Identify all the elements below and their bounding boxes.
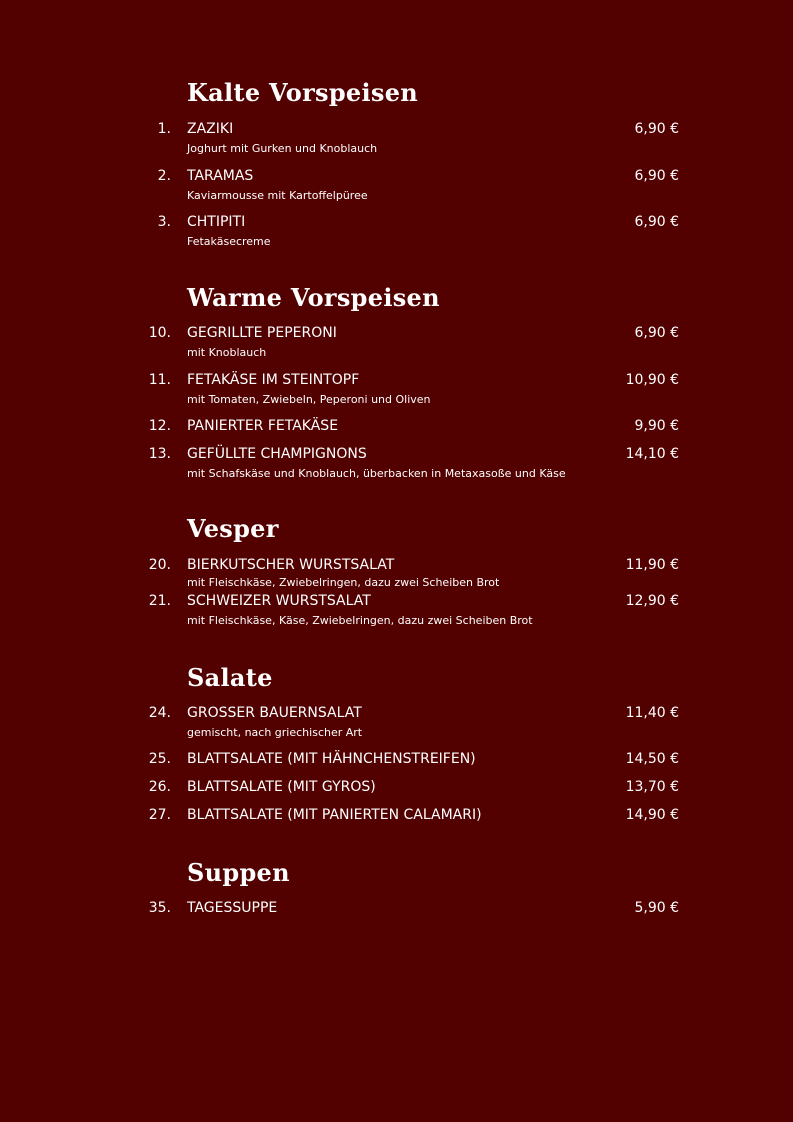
section-title: Warme Vorspeisen (187, 283, 440, 312)
menu-item (0, 806, 793, 846)
item-name: GEGRILLTE PEPERONI (187, 325, 337, 341)
item-name: SCHWEIZER WURSTSALAT (187, 593, 371, 609)
item-number: 24. (148, 705, 171, 721)
menu-item (0, 167, 793, 207)
item-price: 6,90 € (634, 121, 679, 137)
item-price: 13,70 € (625, 779, 679, 795)
item-number: 25. (148, 751, 171, 767)
item-number: 13. (148, 446, 171, 462)
item-name: ZAZIKI (187, 121, 234, 137)
item-name: BIERKUTSCHER WURSTSALAT (187, 557, 395, 573)
item-name: GROSSER BAUERNSALAT (187, 705, 362, 721)
item-number: 27. (148, 807, 171, 823)
item-description: mit Knoblauch (187, 346, 267, 359)
menu-item (0, 592, 793, 632)
item-name: BLATTSALATE (MIT PANIERTEN CALAMARI) (187, 807, 482, 823)
item-name: BLATTSALATE (MIT GYROS) (187, 779, 376, 795)
item-description: mit Schafskäse und Knoblauch, überbacken in Metaxasoße und Käse (187, 467, 566, 480)
item-name: BLATTSALATE (MIT HÄHNCHENSTREIFEN) (187, 751, 476, 767)
menu-item (0, 899, 793, 939)
item-number: 21. (148, 593, 171, 609)
menu-item (0, 556, 793, 596)
section-title: Suppen (187, 858, 290, 887)
section-title: Salate (187, 663, 273, 692)
item-number: 3. (157, 214, 171, 230)
item-price: 11,40 € (625, 705, 679, 721)
item-price: 11,90 € (625, 557, 679, 573)
item-number: 2. (157, 168, 171, 184)
item-name: FETAKÄSE IM STEINTOPF (187, 372, 360, 388)
item-number: 11. (148, 372, 171, 388)
item-number: 10. (148, 325, 171, 341)
item-price: 9,90 € (634, 418, 679, 434)
item-number: 20. (148, 557, 171, 573)
item-price: 10,90 € (625, 372, 679, 388)
item-name: GEFÜLLTE CHAMPIGNONS (187, 446, 367, 462)
item-number: 12. (148, 418, 171, 434)
item-description: mit Fleischkäse, Zwiebelringen, dazu zwei Scheiben Brot (187, 576, 500, 589)
item-price: 12,90 € (625, 593, 679, 609)
item-price: 14,50 € (625, 751, 679, 767)
item-name: TAGESSUPPE (187, 900, 278, 916)
item-price: 14,90 € (625, 807, 679, 823)
item-name: CHTIPITI (187, 214, 246, 230)
item-name: TARAMAS (187, 168, 254, 184)
item-description: mit Fleischkäse, Käse, Zwiebelringen, dazu zwei Scheiben Brot (187, 614, 533, 627)
item-name: PANIERTER FETAKÄSE (187, 418, 339, 434)
item-price: 6,90 € (634, 214, 679, 230)
item-price: 6,90 € (634, 168, 679, 184)
section-title: Kalte Vorspeisen (187, 78, 419, 107)
item-description: gemischt, nach griechischer Art (187, 726, 363, 739)
menu-item (0, 213, 793, 253)
item-number: 1. (157, 121, 171, 137)
item-description: mit Tomaten, Zwiebeln, Peperoni und Oliven (187, 393, 431, 406)
section-title: Vesper (187, 514, 279, 543)
menu-item (0, 704, 793, 744)
item-description: Kaviarmousse mit Kartoffelpüree (187, 189, 368, 202)
menu-item (0, 324, 793, 364)
menu-item (0, 445, 793, 485)
item-price: 6,90 € (634, 325, 679, 341)
item-number: 35. (148, 900, 171, 916)
item-price: 5,90 € (634, 900, 679, 916)
menu-item (0, 120, 793, 160)
item-price: 14,10 € (625, 446, 679, 462)
item-description: Joghurt mit Gurken und Knoblauch (187, 142, 378, 155)
menu-item (0, 371, 793, 411)
item-number: 26. (148, 779, 171, 795)
item-description: Fetakäsecreme (187, 235, 271, 248)
